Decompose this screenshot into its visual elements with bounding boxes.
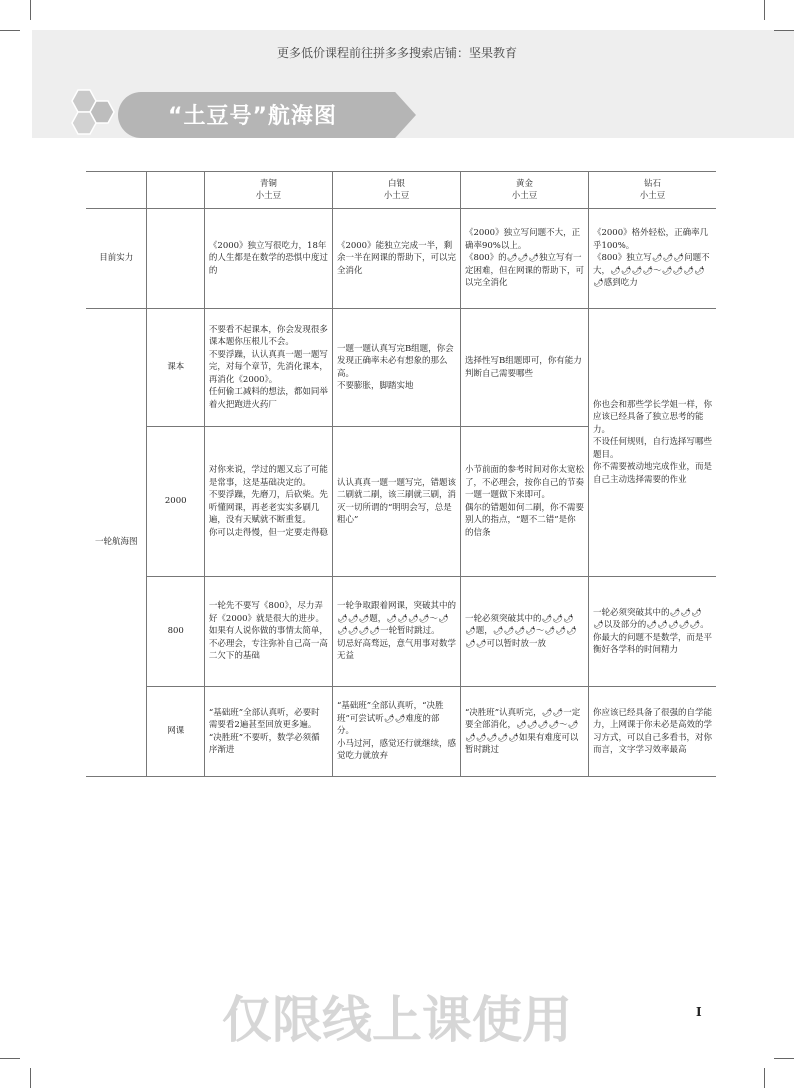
table-cell: 《2000》独立写问题不大，正确率90%以上。 《800》的🌶🌶🌶独立写有一定困难，但在网课的帮助下，可以完全消化 <box>460 209 588 309</box>
page-title: “土豆号”航海图 <box>168 104 337 129</box>
crop-mark <box>774 30 794 31</box>
corner-cell <box>147 172 204 209</box>
table-cell: 认认真真一题一题写完，错题该二刷就二刷，该三刷就三刷，消灭一切所谓的“明明会写，总是粗心” <box>332 427 460 577</box>
level-header-diamond: 钻石 小土豆 <box>588 172 716 209</box>
crop-mark <box>0 1058 20 1059</box>
row-label-textbook: 课本 <box>147 309 204 427</box>
table-row <box>86 577 716 687</box>
table-cell: 《2000》格外轻松，正确率几乎100%。 《800》独立写🌶🌶🌶问题不大，🌶🌶🌶🌶～🌶🌶🌶🌶🌶感到吃力 <box>588 209 716 309</box>
level-header-silver: 白银 小土豆 <box>332 172 460 209</box>
table-cell: 《2000》能独立完成一半，剩余一半在网课的帮助下，可以完全消化 <box>332 209 460 309</box>
table-cell: “决胜班”认真听完，🌶🌶一定要全部消化，🌶🌶🌶🌶～🌶🌶🌶🌶🌶🌶如果有难度可以暂时跳过 <box>460 687 588 777</box>
level-header-bronze: 青铜 小土豆 <box>204 172 332 209</box>
corner-cell <box>86 172 147 209</box>
table-cell: 一轮争取跟着网课，突破其中的🌶🌶🌶题，🌶🌶🌶🌶～🌶🌶🌶🌶🌶一轮暂时跳过。 切忌好高骛远，意气用事对数学无益 <box>332 577 460 687</box>
table-cell: 一轮先不要写《800》，尽力弄好《2000》就是很大的进步。 如果有人说你做的事情太简单，不必理会，专注弥补自己高一高二欠下的基础 <box>204 577 332 687</box>
row-label-online-course: 网课 <box>147 687 204 777</box>
row-group-label: 一轮航海图 <box>86 309 147 777</box>
table-cell: “基础班”全部认真听，必要时需要看2遍甚至回放更多遍。 “决胜班”不要听，数学必须循序渐进 <box>204 687 332 777</box>
crop-mark <box>774 1058 794 1059</box>
crop-mark <box>764 1068 765 1088</box>
table-cell: 一轮必须突破其中的🌶🌶🌶🌶以及部分的🌶🌶🌶🌶🌶。 你最大的问题不是数学，而是平衡好各学科的时间精力 <box>588 577 716 687</box>
table-cell: 你应该已经具备了很强的自学能力，上网课于你未必是高效的学习方式，可以自己多看书，对你而言，文字学习效率最高 <box>588 687 716 777</box>
row-label-2000: 2000 <box>147 427 204 577</box>
crop-mark <box>30 1068 31 1088</box>
promo-text: 更多低价课程前往拼多多搜索店铺：坚果教育 <box>276 46 517 60</box>
hexagon-decoration-icon <box>66 88 126 140</box>
roadmap-table <box>86 171 716 777</box>
table-row <box>86 309 716 427</box>
table-cell: 对你来说，学过的题又忘了可能是常事，这是基础决定的。 不要浮躁，先磨刀，后砍柴。先听懂网课，再老老实实多刷几遍，没有天赋就不断重复。 你可以走得慢，但一定要走得稳 <box>204 427 332 577</box>
table-row <box>86 687 716 777</box>
empty-cell <box>147 209 204 309</box>
level-header-gold: 黄金 小土豆 <box>460 172 588 209</box>
row-label-current: 目前实力 <box>86 209 147 309</box>
table-cell: 选择性写B组题即可，你有能力判断自己需要哪些 <box>460 309 588 427</box>
table-row <box>86 209 716 309</box>
crop-mark <box>764 0 765 20</box>
crop-mark <box>30 0 31 20</box>
watermark: 仅限线上课使用 <box>222 991 572 1049</box>
row-label-800: 800 <box>147 577 204 687</box>
table-cell: 一题一题认真写完B组题，你会发现正确率未必有想象的那么高。 不要膨胀，脚踏实地 <box>332 309 460 427</box>
table-cell: 《2000》独立写很吃力，18年的人生都是在数学的恐惧中度过的 <box>204 209 332 309</box>
table-cell-merged: 你也会和那些学长学姐一样，你应该已经具备了独立思考的能力。 不设任何规则，自行选择写哪些题目。 你不需要被动地完成作业，而是自己主动选择需要的作业 <box>588 309 716 577</box>
table-cell: 小节前面的参考时间对你太宽松了，不必理会，按你自己的节奏一题一题做下来即可。 偶尔的错题如何二刷，你不需要别人的指点，“题不二错”是你的信条 <box>460 427 588 577</box>
crop-mark <box>0 30 20 31</box>
table-header-row <box>86 172 716 209</box>
table-cell: 一轮必须突破其中的🌶🌶🌶🌶题，🌶🌶🌶🌶～🌶🌶🌶🌶🌶可以暂时放一放 <box>460 577 588 687</box>
table-cell: “基础班”全部认真听，“决胜班”可尝试听🌶🌶难度的部分。 小马过河，感觉还行就继续，感觉吃力就放弃 <box>332 687 460 777</box>
table-cell: 不要看不起课本，你会发现很多课本题你压根儿不会。 不要浮躁，认认真真一题一题写完，对每个章节，先消化课本，再消化《2000》。 任何偷工减料的想法，都如同举着火把跑进火药厂 <box>204 309 332 427</box>
page-number: I <box>696 1005 702 1019</box>
